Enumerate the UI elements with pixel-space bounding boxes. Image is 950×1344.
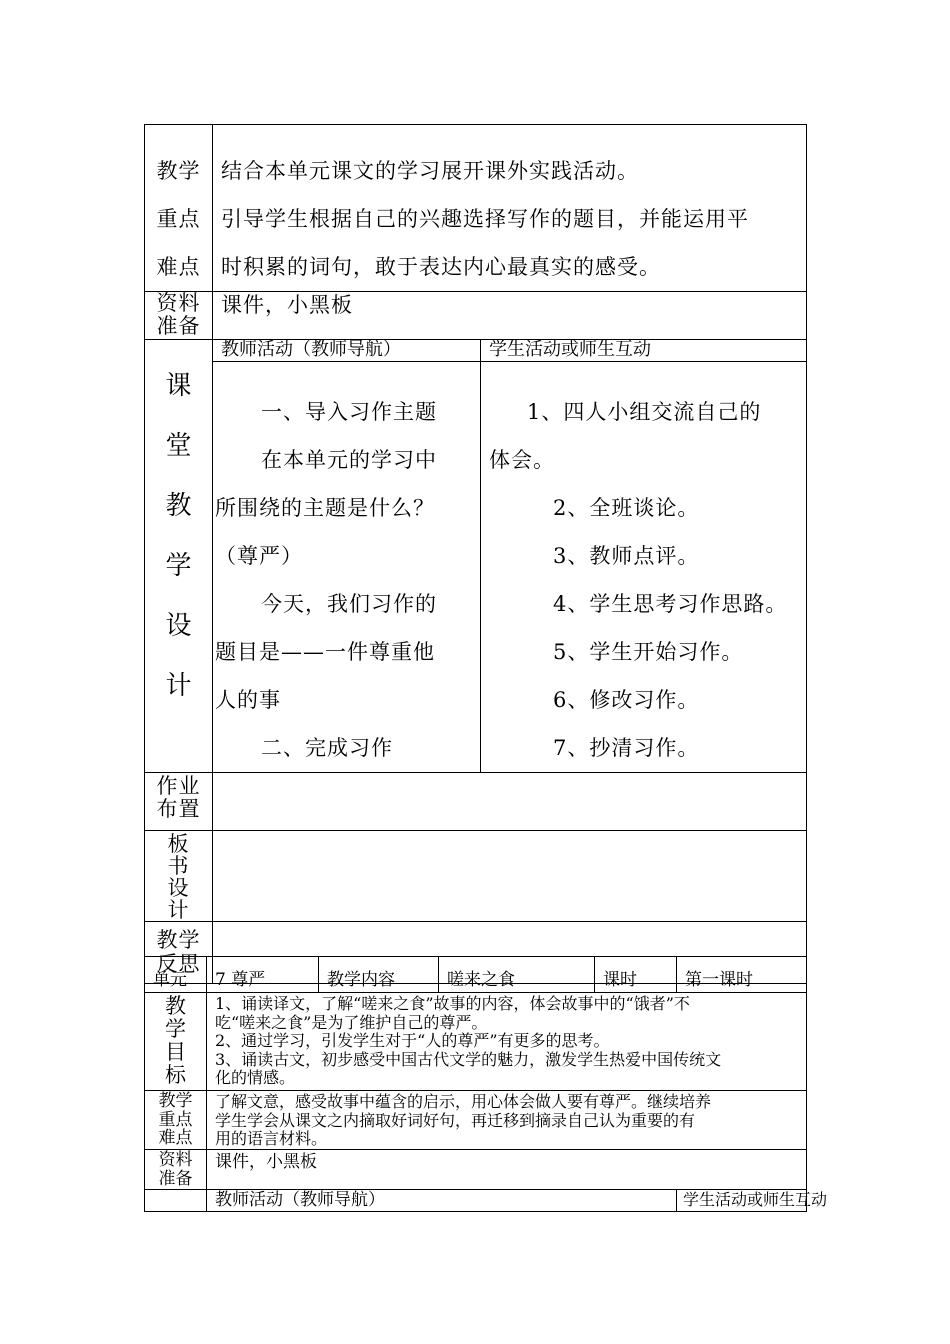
content-value: 嗟来之食 [447, 970, 515, 990]
goals-label-cell [145, 993, 207, 1091]
student-activity-header [481, 340, 807, 362]
board-label-cell [145, 831, 213, 922]
student2-header: 学生活动或师生互动 [683, 1189, 828, 1209]
focus-label-line: 重点 [156, 207, 201, 231]
materials-label-line: 准备 [156, 314, 201, 338]
focus2-line: 了解文意，感受故事中蕴含的启示，用心体会做人要有尊严。继续培养 [215, 1092, 712, 1111]
teacher-activity-header [213, 340, 481, 362]
homework-label-line: 布置 [156, 797, 201, 821]
teacher-line: （尊严） [215, 544, 303, 568]
focus2-label-line: 难点 [158, 1128, 193, 1148]
board-label-char: 计 [167, 898, 190, 922]
unit-label: 单元 [153, 970, 187, 990]
focus2-content-cell [207, 1091, 807, 1150]
goals-label-char: 目 [165, 1040, 186, 1064]
design-label-char: 设 [165, 611, 192, 641]
board-label-char: 板 [167, 832, 190, 856]
content-label: 教学内容 [327, 970, 395, 990]
content-label-cell [319, 957, 439, 993]
homework-label-cell [145, 773, 213, 831]
focus2-line: 用的语言材料。 [215, 1129, 328, 1148]
goals-label-char: 标 [165, 1063, 186, 1087]
focus2-label-line: 重点 [158, 1109, 193, 1130]
content-value-cell [439, 957, 595, 993]
teacher2-header-cell [207, 1189, 677, 1211]
teacher-line: 今天，我们习作的 [261, 592, 437, 616]
goals-line: 1、诵读译文，了解“嗟来之食”故事的内容，体会故事中的“饿者”不 [215, 994, 690, 1013]
goals-line: 吃“嗟来之食”是为了维护自己的尊严。 [215, 1012, 488, 1032]
period-value: 第一课时 [685, 970, 753, 990]
design-label-char: 计 [165, 671, 192, 701]
focus2-label-line: 教学 [158, 1091, 193, 1111]
focus-label-line: 教学 [156, 159, 201, 183]
board-label-char: 设 [167, 876, 190, 900]
design-label-char: 教 [165, 491, 192, 521]
lesson-plan-table-1 [144, 124, 807, 984]
goals-line: 化的情感。 [215, 1068, 296, 1087]
focus-label-line: 难点 [156, 255, 201, 279]
materials2-content-cell [207, 1149, 807, 1189]
lesson-plan-table-2 [144, 956, 828, 1212]
student2-header-cell [677, 1189, 828, 1211]
materials2-label-line: 资料 [158, 1149, 193, 1170]
board-content-cell [213, 831, 807, 922]
student-line: 3、教师点评。 [553, 544, 700, 568]
goals-line: 2、通过学习，引发学生对于“人的尊严”有更多的思考。 [215, 1031, 610, 1050]
materials2-text: 课件，小黑板 [215, 1151, 317, 1172]
focus-line: 结合本单元课文的学习展开课外实践活动。 [221, 159, 639, 183]
design-label-char: 学 [165, 551, 192, 581]
teacher-line: 题目是——一件尊重他 [215, 640, 435, 664]
teacher-activity-cell [213, 362, 481, 773]
materials2-label-cell [145, 1149, 207, 1189]
focus2-label-cell [145, 1091, 207, 1150]
teacher-line: 所围绕的主题是什么？ [215, 496, 435, 520]
unit-value: 7 尊严 [215, 970, 266, 990]
focus-content-cell [213, 125, 807, 292]
focus-label-cell [145, 125, 213, 292]
design-label-char: 堂 [165, 431, 192, 461]
materials-content-cell [213, 292, 807, 340]
goals-label-char: 学 [165, 1017, 186, 1041]
student-line: 1、四人小组交流自己的 [527, 400, 762, 424]
teacher-line: 一、导入习作主题 [261, 400, 437, 424]
materials-text: 课件，小黑板 [221, 293, 353, 317]
design-label-char: 课 [165, 371, 192, 401]
teacher-header-text: 教师活动（教师导航） [221, 339, 401, 360]
student-line: 6、修改习作。 [553, 688, 700, 712]
student-line: 2、全班谈论。 [553, 496, 700, 520]
student-activity-cell [481, 362, 807, 773]
focus-line: 引导学生根据自己的兴趣选择写作的题目，并能运用平 [221, 207, 749, 231]
period-label-cell [595, 957, 677, 993]
materials2-label-line: 准备 [158, 1168, 193, 1189]
homework-label-line: 作业 [156, 774, 201, 798]
teacher-line: 人的事 [215, 688, 281, 712]
reflection-label-line: 反思 [156, 952, 201, 976]
period-value-cell [677, 957, 807, 993]
homework-content-cell [213, 773, 807, 831]
student-line: 7、抄清习作。 [553, 736, 700, 760]
unit-label-cell [145, 957, 207, 993]
board-label-char: 书 [167, 854, 190, 878]
teacher-line: 二、完成习作 [261, 736, 393, 760]
teacher2-header: 教师活动（教师导航） [215, 1189, 385, 1210]
materials-label-cell [145, 292, 213, 340]
unit-value-cell [207, 957, 319, 993]
focus2-line: 学生学会从课文之内摘取好词好句，再迁移到摘录自己认为重要的有 [215, 1110, 696, 1130]
goals-content-cell [207, 993, 807, 1091]
student-header-text: 学生活动或师生互动 [489, 339, 651, 360]
student-line: 5、学生开始习作。 [553, 640, 744, 664]
student-line: 体会。 [489, 448, 555, 472]
teacher-line: 在本单元的学习中 [261, 448, 437, 472]
header-label-cell [145, 1189, 207, 1211]
materials-label-line: 资料 [156, 291, 201, 315]
reflection-label-line: 教学 [156, 928, 201, 952]
student-line: 4、学生思考习作思路。 [553, 592, 788, 616]
focus-line: 时积累的词句，敢于表达内心最真实的感受。 [221, 255, 661, 279]
goals-label-char: 教 [165, 994, 186, 1018]
period-label: 课时 [603, 970, 637, 990]
design-label-cell [145, 340, 213, 773]
goals-line: 3、诵读古文，初步感受中国古代文学的魅力，激发学生热爱中国传统文 [215, 1049, 722, 1069]
